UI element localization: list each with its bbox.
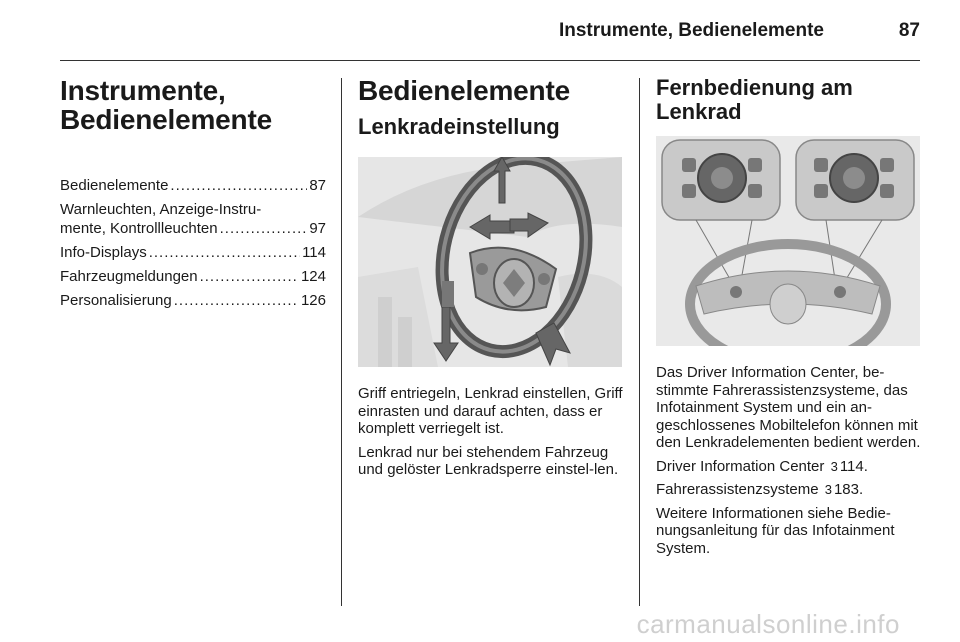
steering-wheel-adjustment-illustration bbox=[358, 157, 622, 367]
toc-entry-label: Bedienelemente bbox=[60, 177, 169, 194]
toc-entry[interactable] bbox=[60, 243, 326, 262]
toc-leader-dots bbox=[149, 243, 300, 262]
header-rule bbox=[60, 60, 920, 61]
reference-page: 114. bbox=[839, 457, 868, 475]
reference-label: Driver Information Center bbox=[656, 457, 825, 475]
chapter-contents-column bbox=[60, 76, 326, 315]
toc-entry[interactable] bbox=[60, 291, 326, 310]
reference-arrow-icon: 3 bbox=[824, 482, 832, 497]
toc-leader-dots bbox=[220, 219, 308, 238]
chapter-toc bbox=[60, 176, 326, 310]
toc-leader-dots bbox=[170, 176, 307, 195]
steering-adjustment-column bbox=[358, 76, 624, 485]
toc-entry-page: 114 bbox=[302, 244, 326, 261]
watermark: carmanualsonline.info bbox=[636, 609, 900, 639]
section-title: Fernbedienung am Lenkrad bbox=[656, 75, 853, 124]
toc-entry-page: 126 bbox=[300, 292, 326, 309]
toc-leader-dots bbox=[200, 267, 299, 286]
paragraph: Griff entriegeln, Lenkrad einstellen, Griff einrasten und darauf achten, dass er komplett verriegelt ist. bbox=[358, 385, 623, 437]
toc-entry-label: Warnleuchten, Anzeige-Instru- bbox=[60, 201, 262, 218]
column-divider-1 bbox=[341, 78, 342, 606]
paragraph: Das Driver Information Center, be-stimmte Fahrerassistenzsysteme, das Infotainment System und ein an-geschlossenes Mobiltelefon können mit den Lenkradelementen bedient werden. bbox=[656, 364, 921, 451]
toc-entry-page: 97 bbox=[309, 220, 326, 237]
toc-entry-label: Personalisierung bbox=[60, 292, 172, 309]
reference-arrow-icon: 3 bbox=[830, 458, 838, 474]
reference-label: Fahrerassistenzsysteme bbox=[656, 481, 819, 498]
toc-leader-dots bbox=[174, 291, 299, 310]
cross-reference[interactable] bbox=[656, 458, 922, 476]
steering-wheel-drawing bbox=[358, 157, 622, 367]
paragraph: Weitere Informationen siehe Bedie-nungsanleitung für das Infotainment System. bbox=[656, 504, 895, 557]
steering-wheel-controls-illustration bbox=[656, 136, 920, 346]
toc-entry-label: Fahrzeugmeldungen bbox=[60, 268, 198, 285]
page-header-title: Instrumente, Bedienelemente bbox=[558, 20, 824, 41]
toc-entry[interactable] bbox=[60, 200, 326, 238]
toc-entry-page: 87 bbox=[309, 177, 326, 194]
subsection-title: Lenkradeinstellung bbox=[358, 114, 560, 139]
cross-reference[interactable] bbox=[656, 481, 922, 499]
toc-entry[interactable] bbox=[60, 267, 326, 286]
steering-adjustment-text bbox=[358, 385, 624, 479]
section-title: Bedienelemente bbox=[358, 75, 570, 106]
toc-entry-label: mente, Kontrollleuchten bbox=[60, 220, 218, 237]
paragraph: Lenkrad nur bei stehendem Fahrzeug und gelöster Lenkradsperre einstel-len. bbox=[358, 443, 619, 478]
page-number: 87 bbox=[898, 20, 920, 41]
toc-entry-label: Info-Displays bbox=[60, 244, 147, 261]
remote-control-text bbox=[656, 364, 922, 557]
toc-entry[interactable] bbox=[60, 176, 326, 195]
steering-controls-drawing bbox=[656, 136, 920, 346]
toc-entry-page: 124 bbox=[300, 268, 326, 285]
remote-control-column bbox=[656, 76, 922, 563]
column-divider-2 bbox=[639, 78, 640, 606]
chapter-title: Instrumente, Bedienelemente bbox=[60, 75, 272, 135]
reference-page: 183. bbox=[833, 481, 864, 498]
